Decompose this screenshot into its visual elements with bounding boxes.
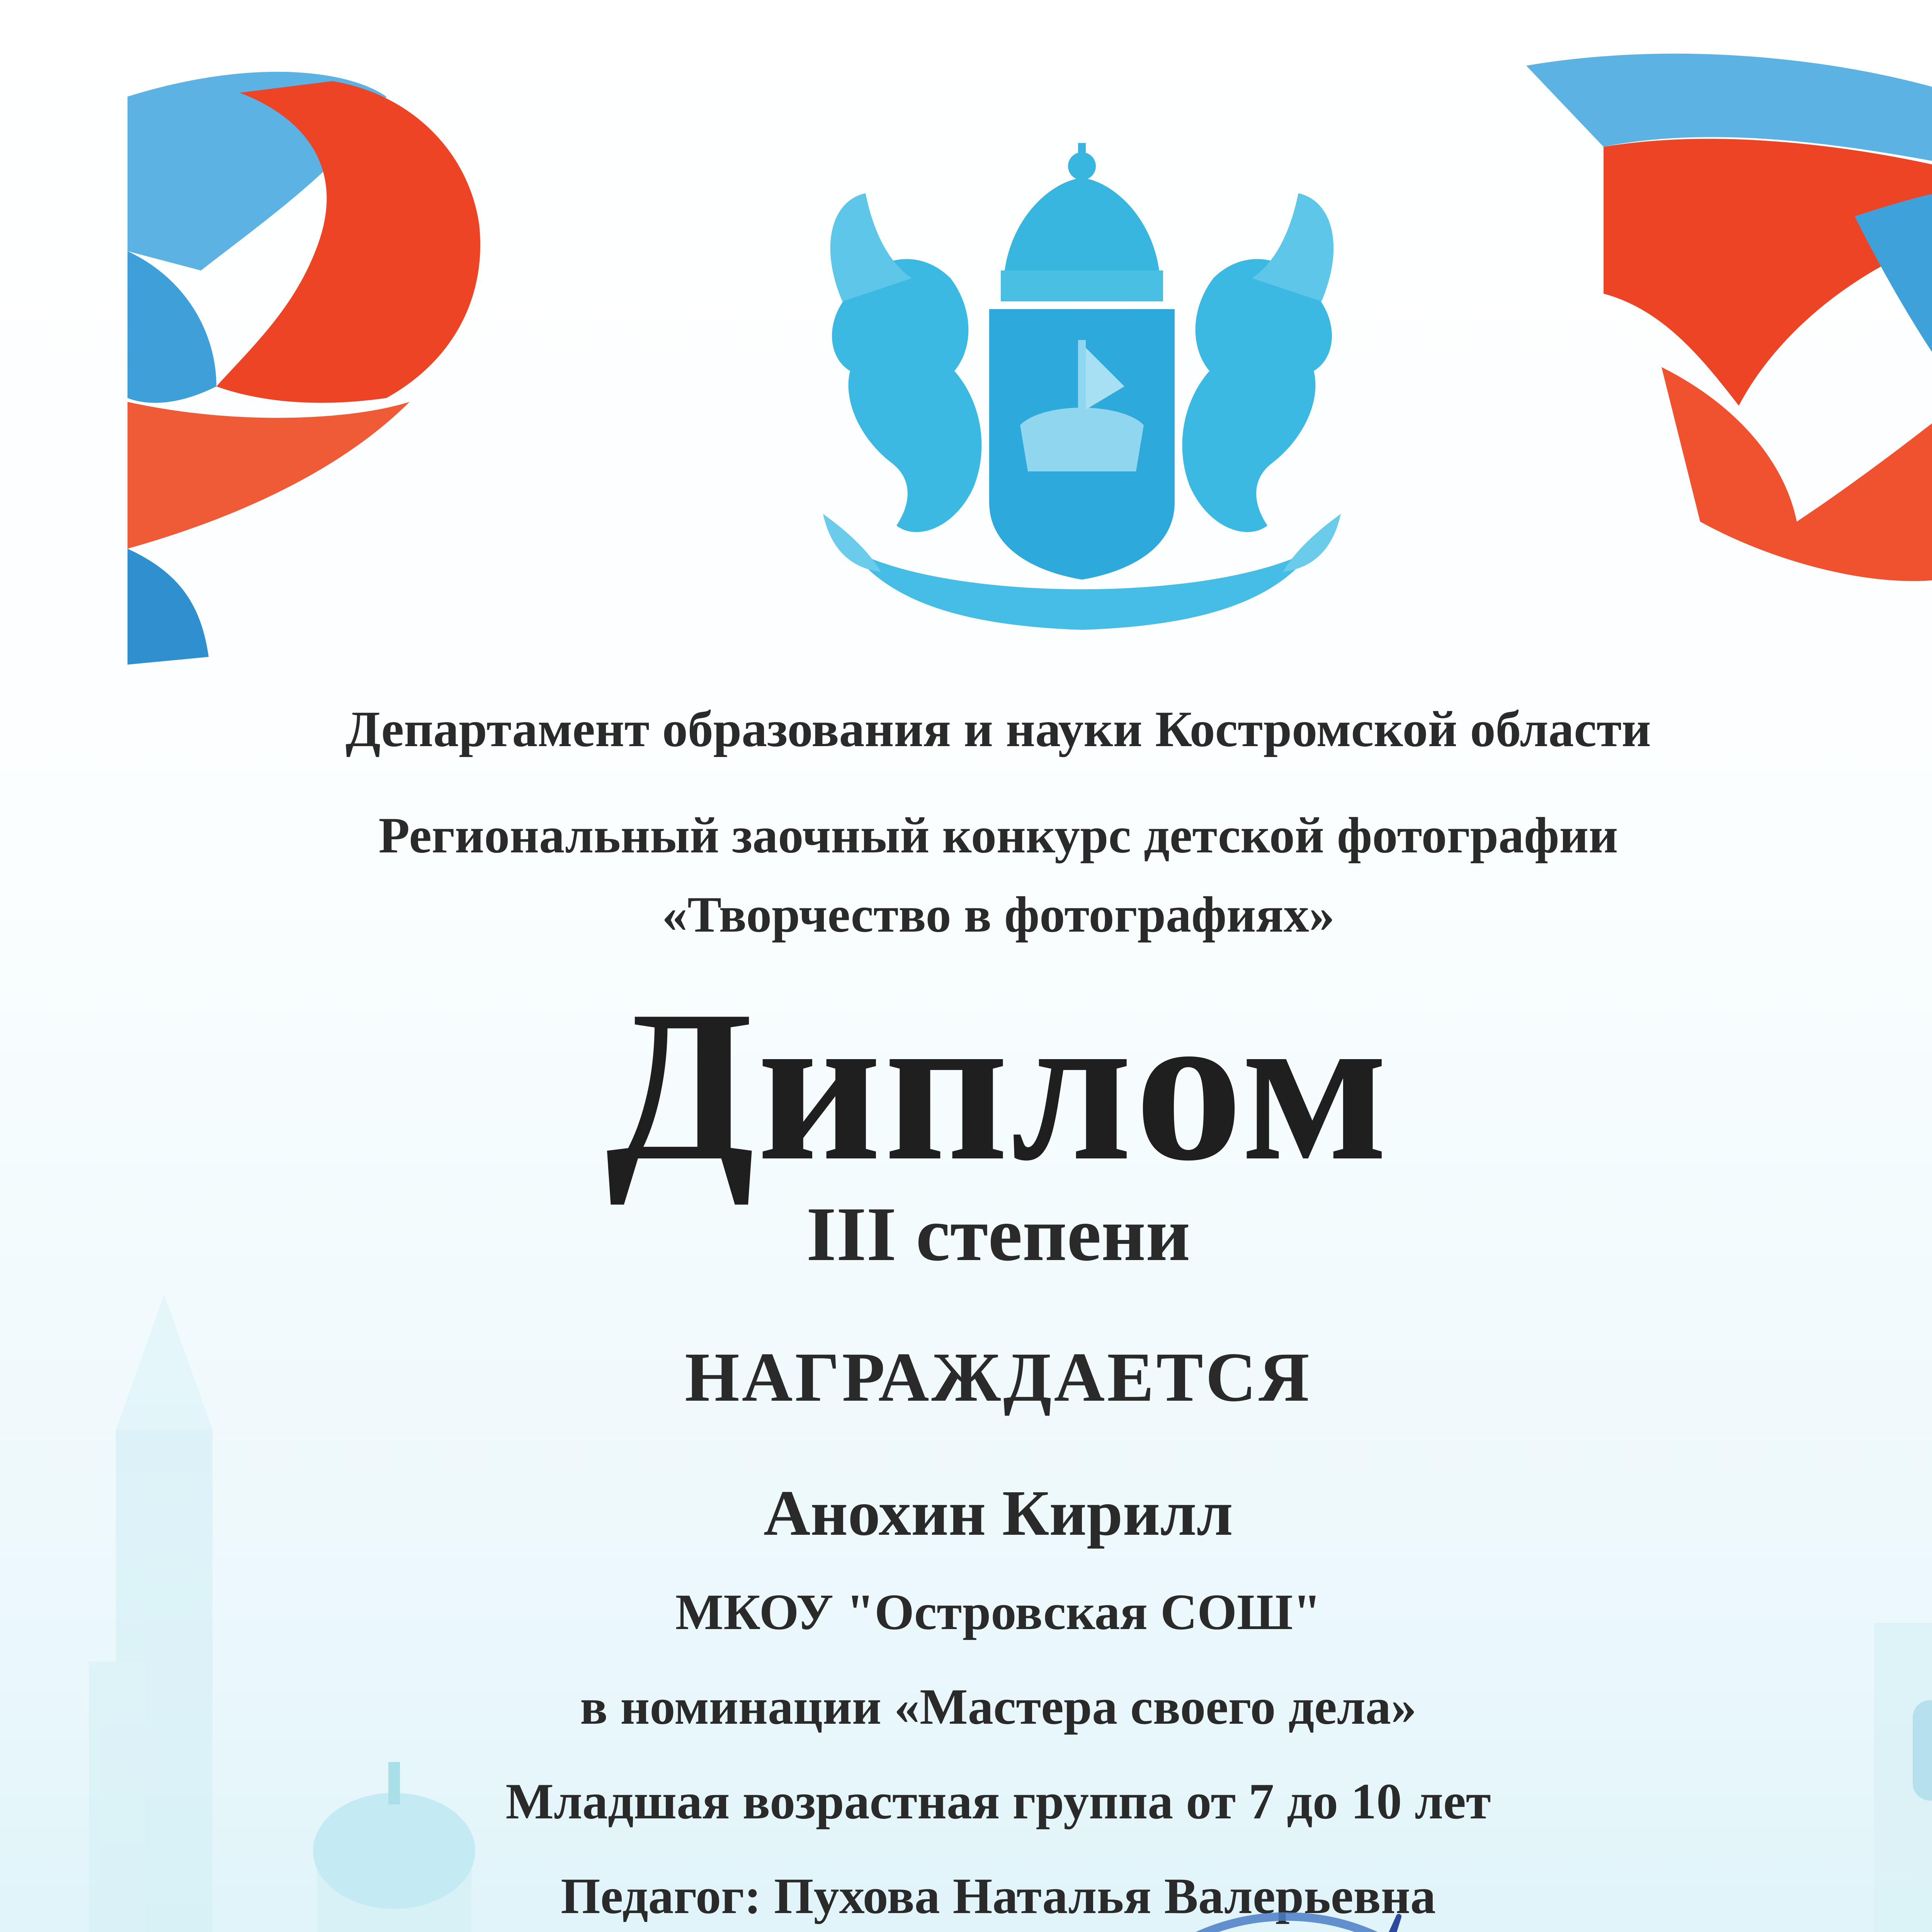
department-heading: Департамент образования и науки Костромской области <box>345 701 1651 757</box>
diploma-title: Диплом <box>605 966 1391 1206</box>
age-group: Младшая возрастная группа от 7 до 10 лет <box>505 1773 1491 1830</box>
contest-name: «Творчество в фотографиях» <box>662 886 1335 943</box>
teacher-name: Педагог: Пухова Наталья Валерьевна <box>561 1867 1436 1924</box>
school-name: МКОУ "Островская СОШ" <box>675 1583 1321 1640</box>
recipient-name: Анохин Кирилл <box>764 1477 1233 1549</box>
diploma-degree: III степени <box>806 1192 1190 1277</box>
official-stamp <box>1070 1917 1503 1932</box>
contest-title: Региональный заочный конкурс детской фотографии <box>378 807 1618 864</box>
nomination: в номинации «Мастера своего дела» <box>580 1678 1417 1735</box>
awarded-label: НАГРАЖДАЕТСЯ <box>685 1338 1312 1416</box>
